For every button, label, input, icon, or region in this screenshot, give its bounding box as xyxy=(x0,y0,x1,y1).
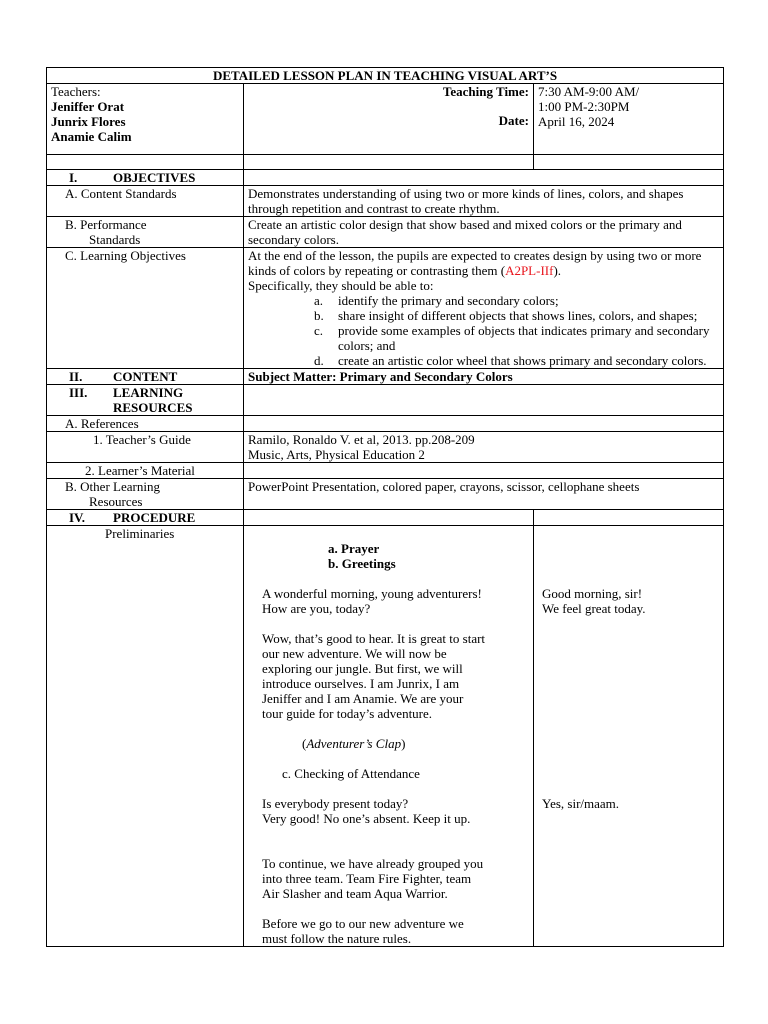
lesson-plan-table xyxy=(46,67,724,947)
section-title: RESOURCES xyxy=(113,400,193,415)
performance-standards-label xyxy=(47,217,244,248)
teacher-activity xyxy=(244,526,534,947)
teacher-line: tour guide for today’s adventure. xyxy=(262,706,433,721)
procedure-heading-row xyxy=(47,510,724,526)
section-title: OBJECTIVES xyxy=(113,170,196,185)
content-standards-row xyxy=(47,186,724,217)
learning-intro-specific: Specifically, they should be able to: xyxy=(248,278,434,293)
learners-material-row xyxy=(47,463,724,479)
list-item xyxy=(314,353,719,368)
clap-text: Adventurer’s Clap xyxy=(306,736,402,751)
list-text: share insight of different objects that shows lines, colors, and shapes; xyxy=(338,308,698,323)
list-marker: d. xyxy=(314,353,324,368)
section-title: PROCEDURE xyxy=(113,510,196,525)
list-marker: b. xyxy=(314,308,324,323)
resources-heading xyxy=(47,385,244,416)
content-heading-row xyxy=(47,369,724,385)
list-text: create an artistic color wheel that shows primary and secondary colors. xyxy=(338,353,707,368)
intro-text: ). xyxy=(553,263,562,278)
pupil-activity xyxy=(534,526,724,947)
learning-objectives-label: C. Learning Objectives xyxy=(47,248,244,369)
competency-code: A2PL-IIf xyxy=(505,263,554,278)
other-resources-label xyxy=(47,479,244,510)
teacher-line: Is everybody present today? xyxy=(262,796,409,811)
learners-material-label: 2. Learner’s Material xyxy=(47,463,244,479)
teaching-time-value: 1:00 PM-2:30PM xyxy=(538,99,630,114)
resources-heading-row xyxy=(47,385,724,416)
teacher-line: must follow the nature rules. xyxy=(262,931,412,946)
teacher-name: Junrix Flores xyxy=(51,114,126,129)
references-label: A. References xyxy=(47,416,244,432)
clap-line: (Adventurer’s Clap) xyxy=(302,736,406,751)
teacher-line: into three team. Team Fire Fighter, team xyxy=(262,871,472,886)
section-number: IV. xyxy=(69,510,86,525)
objectives-heading xyxy=(47,170,244,186)
procedure-step: b. Greetings xyxy=(328,556,396,571)
header-row xyxy=(47,84,724,155)
section-number: I. xyxy=(69,170,78,185)
teachers-cell xyxy=(47,84,244,155)
teacher-line: Air Slasher and team Aqua Warrior. xyxy=(262,886,448,901)
teacher-line: Very good! No one’s absent. Keep it up. xyxy=(262,811,471,826)
procedure-row xyxy=(47,526,724,947)
teacher-line: To continue, we have already grouped you xyxy=(262,856,484,871)
performance-standards-text: Create an artistic color design that show based and mixed colors or the primary and secondary colors. xyxy=(244,217,724,248)
objective-list xyxy=(248,293,719,368)
pupil-line: Yes, sir/maam. xyxy=(542,796,620,811)
teacher-line: A wonderful morning, young adventurers! xyxy=(262,586,482,601)
list-text: provide some examples of objects that indicates primary and secondary colors; and xyxy=(338,323,710,353)
teacher-line: exploring our jungle. But first, we will xyxy=(262,661,463,676)
list-marker: c. xyxy=(314,323,324,338)
learning-objectives-text xyxy=(244,248,724,369)
teacher-line: How are you, today? xyxy=(262,601,371,616)
learning-objectives-row xyxy=(47,248,724,369)
pupil-line: Good morning, sir! xyxy=(542,586,643,601)
teacher-line: introduce ourselves. I am Junrix, I am xyxy=(262,676,460,691)
teaching-time-label: Teaching Time: xyxy=(442,84,529,99)
list-item xyxy=(314,323,719,353)
section-title: CONTENT xyxy=(113,369,178,384)
content-standards-text: Demonstrates understanding of using two or more kinds of lines, colors, and shapes through repetition and contrast to create rhythm. xyxy=(244,186,724,217)
procedure-heading xyxy=(47,510,244,526)
other-resources-row xyxy=(47,479,724,510)
teachers-guide-row xyxy=(47,432,724,463)
section-number: II. xyxy=(69,369,83,384)
list-text: identify the primary and secondary colors; xyxy=(338,293,559,308)
teacher-name: Jeniffer Orat xyxy=(51,99,125,114)
time-date-labels xyxy=(244,84,534,155)
teaching-time-value: 7:30 AM-9:00 AM/ xyxy=(538,84,640,99)
intro-text: At the end of the lesson, the pupils are expected to creates design by using two or more kinds of colors by repeating or contrasting them ( xyxy=(248,248,702,278)
learning-intro xyxy=(248,248,719,278)
content-heading xyxy=(47,369,244,385)
date-value: April 16, 2024 xyxy=(538,114,615,129)
procedure-step: a. Prayer xyxy=(328,541,380,556)
reference-line: Ramilo, Ronaldo V. et al, 2013. pp.208-209 xyxy=(248,432,475,447)
teacher-line: Jeniffer and I am Anamie. We are your xyxy=(262,691,464,706)
label-line: Resources xyxy=(89,494,143,509)
teacher-name: Anamie Calim xyxy=(51,129,132,144)
section-number: III. xyxy=(69,385,88,400)
pupil-line: We feel great today. xyxy=(542,601,646,616)
performance-standards-row xyxy=(47,217,724,248)
references-row xyxy=(47,416,724,432)
section-title: LEARNING xyxy=(113,385,184,400)
list-item xyxy=(314,308,719,323)
subject-matter: Subject Matter: Primary and Secondary Colors xyxy=(244,369,724,385)
other-resources-text: PowerPoint Presentation, colored paper, crayons, scissor, cellophane sheets xyxy=(244,479,724,510)
teacher-line: Wow, that’s good to hear. It is great to start xyxy=(262,631,486,646)
preliminaries-label: Preliminaries xyxy=(47,526,244,947)
label-line: B. Performance xyxy=(65,217,147,232)
label-line: B. Other Learning xyxy=(65,479,160,494)
spacer-row xyxy=(47,155,724,170)
time-date-values xyxy=(534,84,724,155)
teacher-line: our new adventure. We will now be xyxy=(262,646,447,661)
procedure-step: c. Checking of Attendance xyxy=(282,766,420,781)
content-standards-label: A. Content Standards xyxy=(47,186,244,217)
list-marker: a. xyxy=(314,293,324,308)
reference-line: Music, Arts, Physical Education 2 xyxy=(248,447,425,462)
objectives-heading-row xyxy=(47,170,724,186)
list-item xyxy=(314,293,719,308)
teacher-line: Before we go to our new adventure we xyxy=(262,916,464,931)
date-label: Date: xyxy=(498,113,529,128)
teachers-guide-text xyxy=(244,432,724,463)
title-row xyxy=(47,68,724,84)
label-line: Standards xyxy=(89,232,141,247)
teachers-label: Teachers: xyxy=(51,84,101,99)
document-title: DETAILED LESSON PLAN IN TEACHING VISUAL ART’S xyxy=(47,68,724,84)
teachers-guide-label: 1. Teacher’s Guide xyxy=(47,432,244,463)
